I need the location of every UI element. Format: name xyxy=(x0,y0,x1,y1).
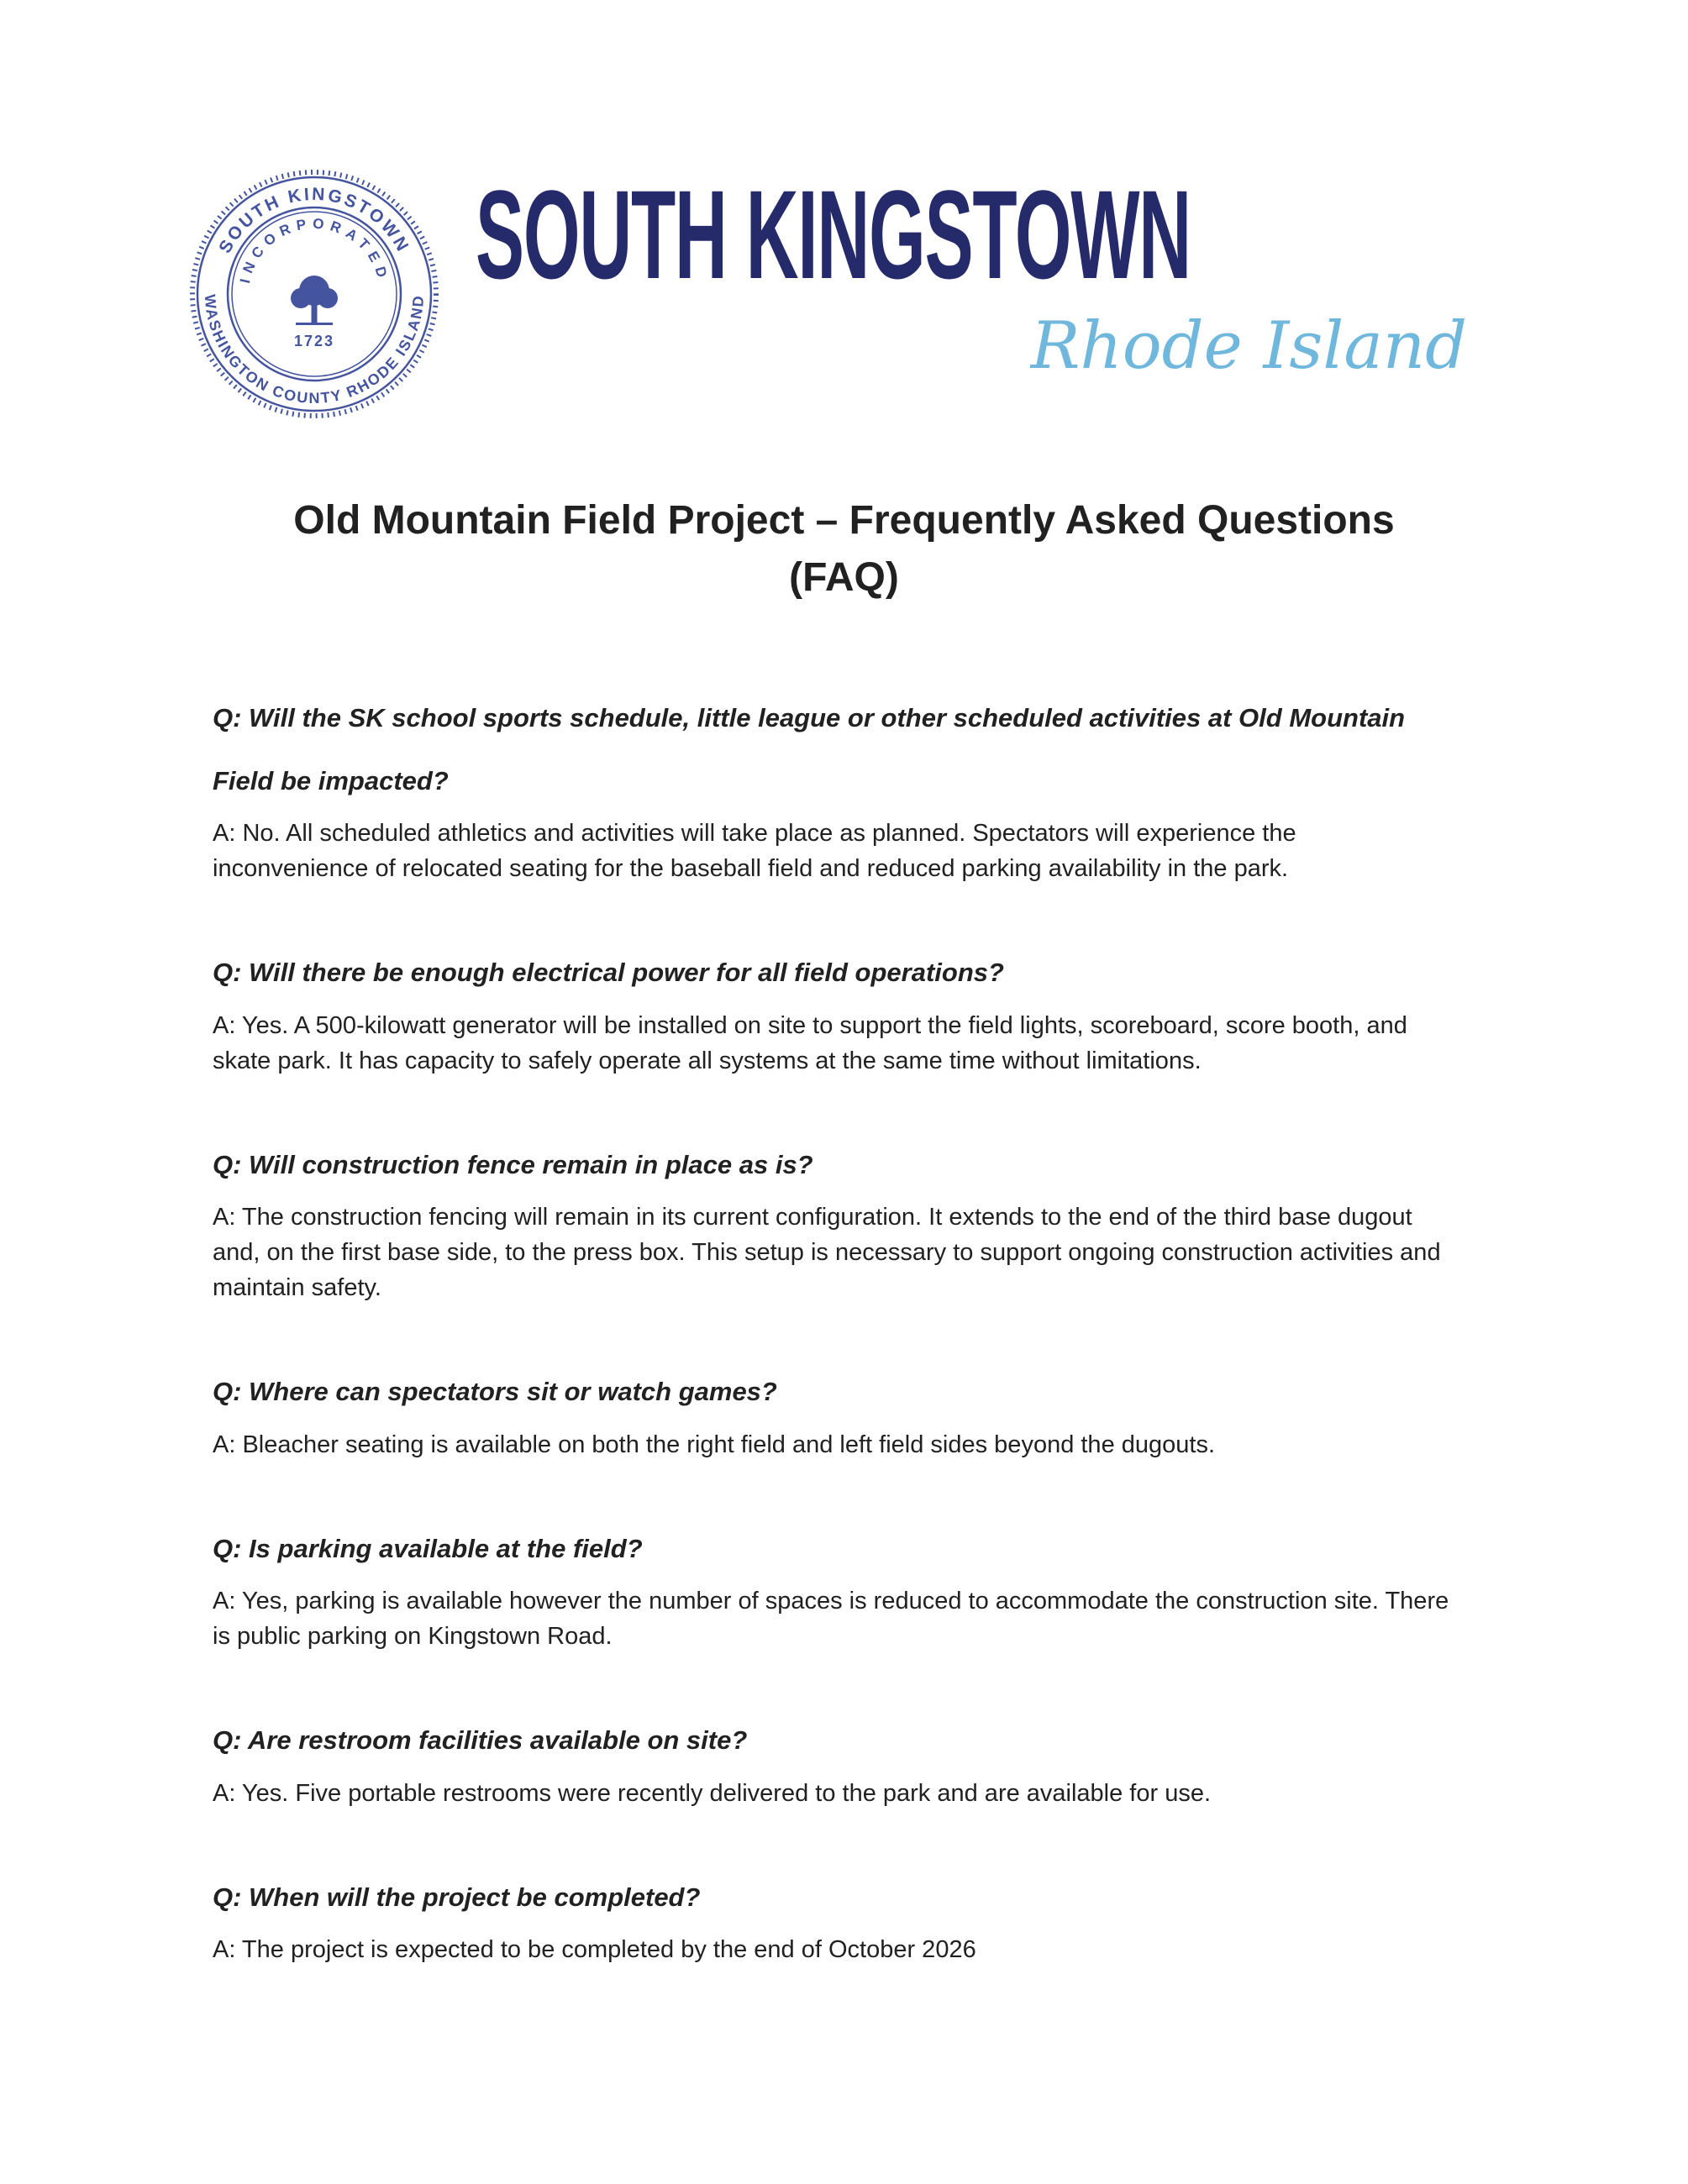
faq-question: Q: Will construction fence remain in place as is? xyxy=(213,1149,813,1179)
seal-year-text: 1723 xyxy=(293,333,335,349)
faq-answer: A: Yes, parking is available however the number of spaces is reduced to accommodate the construction site. There is public parking on Kingstown Road. xyxy=(213,1588,1449,1651)
seal-ring-bottom-text: WASHINGTON COUNTY RHODE ISLAND xyxy=(201,293,428,407)
town-seal-icon xyxy=(188,168,440,420)
faq-question: Q: Will there be enough electrical power for all field operations? xyxy=(213,958,1004,988)
oak-tree-icon xyxy=(291,276,338,325)
faq-answer: A: Yes. Five portable restrooms were recently delivered to the park and are available for use. xyxy=(213,1779,1212,1807)
faq-item xyxy=(213,1709,1473,1810)
faq-item xyxy=(213,942,1473,1078)
faq-answer: A: Yes. A 500-kilowatt generator will be installed on site to support the field lights, scoreboard, score booth, and skate park. It has capacity to safely operate all systems at the same time without limitations. xyxy=(213,1011,1407,1074)
faq-question: Q: When will the project be completed? xyxy=(213,1882,701,1912)
page-title: Old Mountain Field Project – Frequently Asked Questions (FAQ) xyxy=(293,498,1395,601)
seal-incorporated-text: INCORPORATED xyxy=(237,215,392,286)
state-name-script: Rhode Island xyxy=(1030,308,1467,384)
faq-item xyxy=(213,1134,1473,1306)
page-header xyxy=(188,164,1688,420)
faq-item xyxy=(213,1361,1473,1462)
faq-answer: A: No. All scheduled athletics and activities will take place as planned. Spectators will experience the inconvenience of relocated seating for the baseball field and reduced parking availability in the park. xyxy=(213,820,1296,883)
seal-ring-top-text: SOUTH KINGSTOWN xyxy=(215,184,413,257)
town-name: SOUTH KINGSTOWN xyxy=(476,164,1191,305)
faq-question: Q: Are restroom facilities available on site? xyxy=(213,1725,748,1756)
faq-item xyxy=(213,1866,1473,1967)
faq-answer: A: The project is expected to be completed by the end of October 2026 xyxy=(213,1935,976,1963)
wordmark xyxy=(476,164,1467,384)
faq-list xyxy=(213,687,1473,1967)
faq-answer: A: Bleacher seating is available on both the right field and left field sides beyond the dugouts. xyxy=(213,1431,1216,1458)
faq-question: Q: Is parking available at the field? xyxy=(213,1533,643,1563)
town-seal-logo xyxy=(188,168,440,420)
faq-answer: A: The construction fencing will remain in its current configuration. It extends to the end of the third base dugout and, on the first base side, to the press box. This setup is necessary to support ongoing construction activities and maintain safety. xyxy=(213,1204,1441,1302)
faq-question: Q: Where can spectators sit or watch games? xyxy=(213,1377,777,1407)
faq-item xyxy=(213,1518,1473,1654)
faq-item xyxy=(213,687,1473,886)
faq-question: Q: Will the SK school sports schedule, little league or other scheduled activities at Old Mountain Field be impacted? xyxy=(213,703,1406,795)
town-name-box xyxy=(476,164,1467,305)
